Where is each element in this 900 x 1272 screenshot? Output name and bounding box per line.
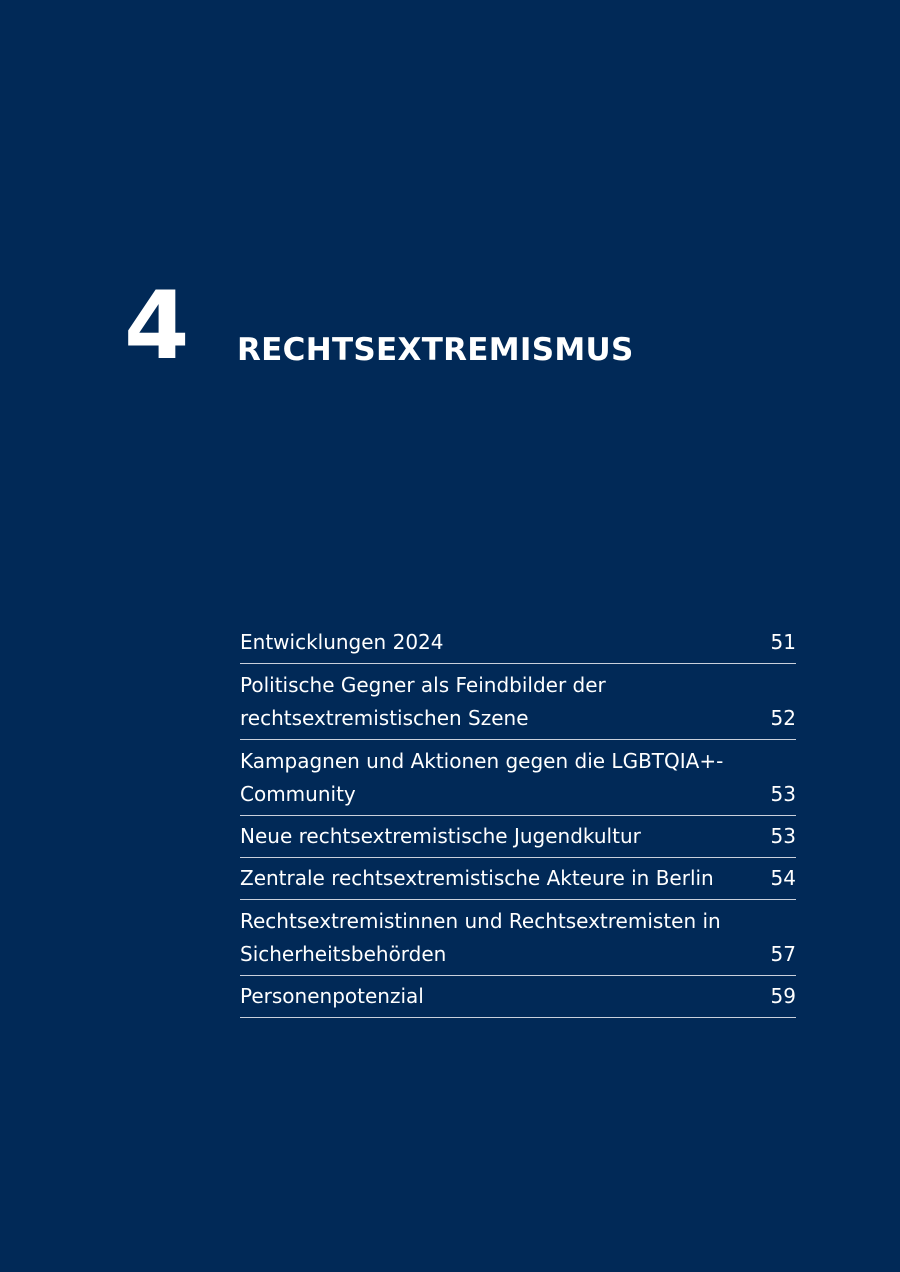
- toc-entry-page-number: 51: [770, 630, 796, 654]
- toc-entry-page-number: 53: [770, 782, 796, 806]
- toc-entry-label: Zentrale rechtsextremistische Akteure in Berlin: [240, 866, 714, 890]
- toc-entry-label: Personenpotenzial: [240, 984, 424, 1008]
- toc-entry[interactable]: [240, 664, 796, 740]
- toc-entry-label: Rechtsextremistinnen und Rechtsextremisten in Sicherheitsbehörden: [240, 909, 721, 966]
- table-of-contents: [240, 622, 796, 1018]
- toc-entry[interactable]: [240, 976, 796, 1018]
- toc-entry-page-number: 59: [770, 984, 796, 1008]
- toc-entry[interactable]: [240, 900, 796, 976]
- toc-entry-label: Kampagnen und Aktionen gegen die LGBTQIA+-Community: [240, 749, 724, 806]
- toc-entry[interactable]: [240, 858, 796, 900]
- toc-entry-label: Entwicklungen 2024: [240, 630, 444, 654]
- toc-entry-page-number: 52: [770, 706, 796, 730]
- toc-entry[interactable]: [240, 622, 796, 664]
- toc-entry-page-number: 57: [770, 942, 796, 966]
- toc-entry-label: Neue rechtsextremistische Jugendkultur: [240, 824, 641, 848]
- chapter-number: 4: [124, 272, 188, 381]
- toc-entry-page-number: 54: [770, 866, 796, 890]
- toc-entry-label: Politische Gegner als Feindbilder der rechtsextremistischen Szene: [240, 673, 606, 730]
- chapter-title: RECHTSEXTREMISMUS: [237, 332, 634, 368]
- toc-entry[interactable]: [240, 740, 796, 816]
- toc-entry-page-number: 53: [770, 824, 796, 848]
- toc-entry[interactable]: [240, 816, 796, 858]
